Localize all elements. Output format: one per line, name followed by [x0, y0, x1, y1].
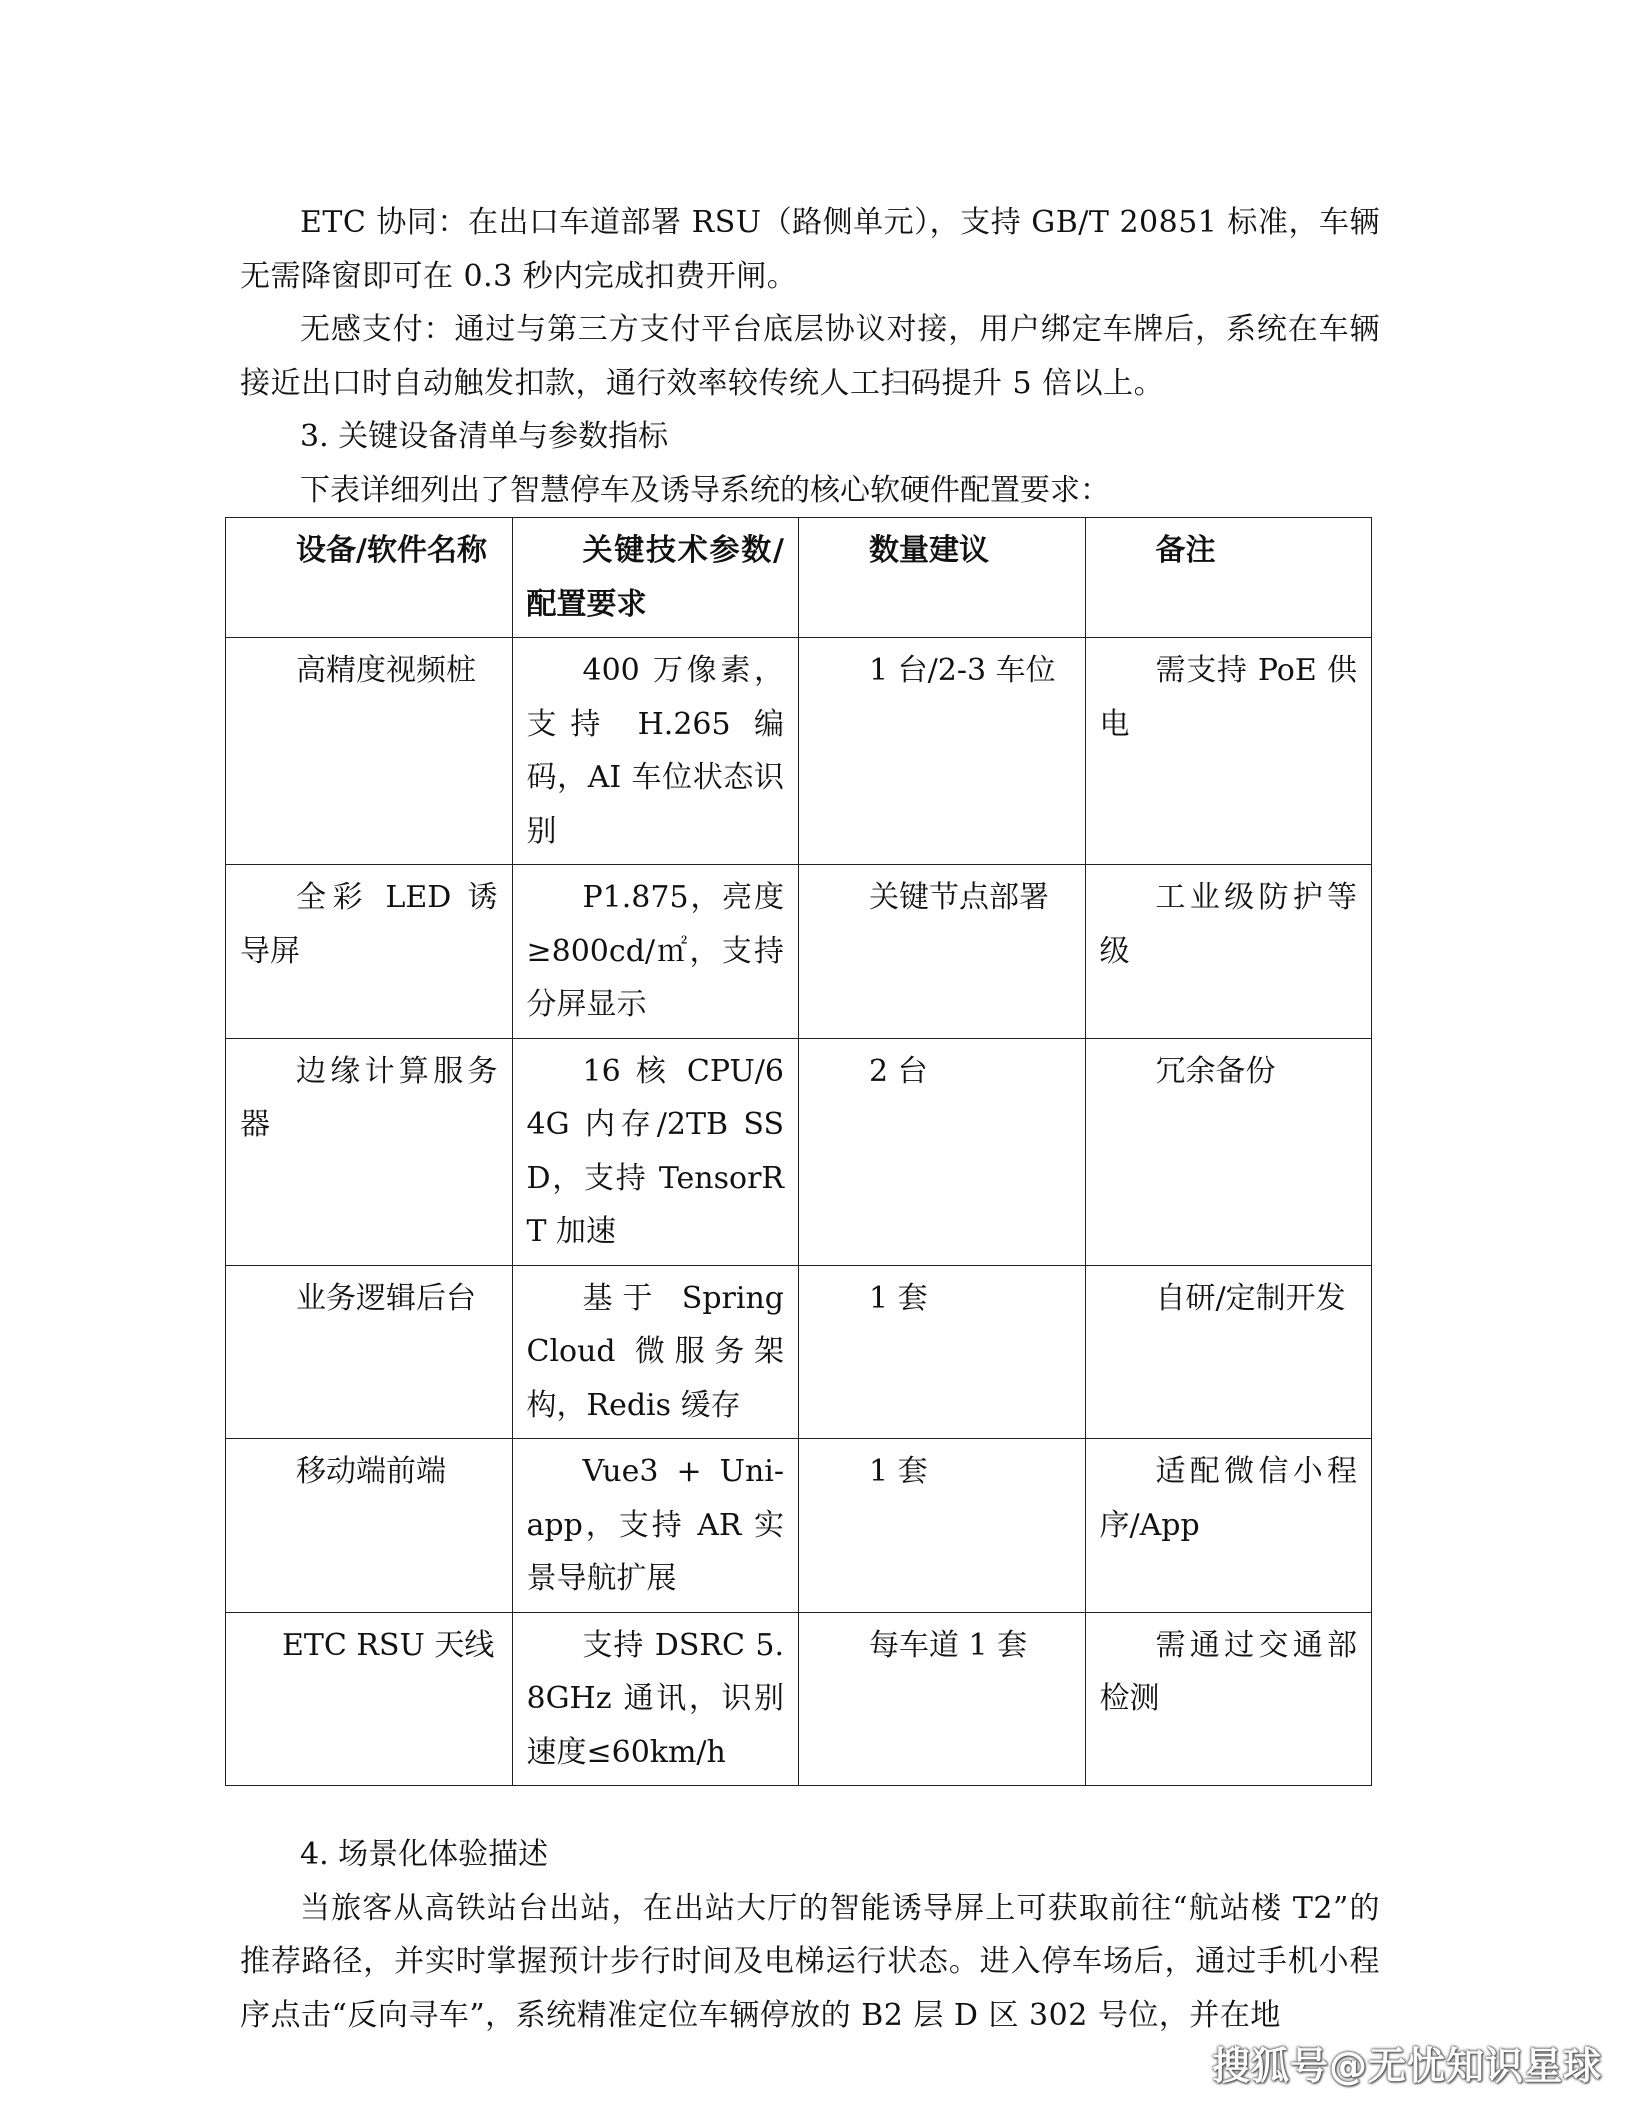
- cell-note: 需通过交通部检测: [1085, 1612, 1372, 1786]
- table-row: [226, 1612, 1372, 1786]
- cell-name: 全彩 LED 诱导屏: [226, 865, 513, 1039]
- table-row: [226, 1038, 1372, 1265]
- table-row: [226, 1265, 1372, 1439]
- cell-qty: 每车道 1 套: [799, 1612, 1086, 1786]
- cell-params: 400 万像素，支持 H.265 编码，AI 车位状态识别: [512, 638, 799, 865]
- table-row: [226, 865, 1372, 1039]
- cell-params: 支持 DSRC 5.8GHz 通讯，识别速度≤60km/h: [512, 1612, 799, 1786]
- cell-name: 业务逻辑后台: [226, 1265, 513, 1439]
- section-3-intro: 下表详细列出了智慧停车及诱导系统的核心软硬件配置要求：: [300, 472, 1110, 508]
- header-qty: 数量建议: [799, 518, 1086, 638]
- cell-qty: 1 套: [799, 1265, 1086, 1439]
- cell-name: ETC RSU 天线: [226, 1612, 513, 1786]
- cell-note: 冗余备份: [1085, 1038, 1372, 1265]
- cell-name: 高精度视频桩: [226, 638, 513, 865]
- spacer: [240, 1786, 1380, 1828]
- table-row: [226, 1439, 1372, 1613]
- paragraph-etc: ETC 协同：在出口车道部署 RSU（路侧单元），支持 GB/T 20851 标准，车辆无需降窗即可在 0.3 秒内完成扣费开闸。: [240, 205, 1380, 294]
- cell-params: Vue3 + Uni-app，支持 AR 实景导航扩展: [512, 1439, 799, 1613]
- table-row: [226, 638, 1372, 865]
- document-page: [240, 196, 1380, 2042]
- cell-params: P1.875，亮度≥800cd/㎡，支持分屏显示: [512, 865, 799, 1039]
- cell-name: 边缘计算服务器: [226, 1038, 513, 1265]
- table-header-row: [226, 518, 1372, 638]
- section-4-heading: 4. 场景化体验描述: [300, 1837, 549, 1872]
- cell-qty: 1 套: [799, 1439, 1086, 1613]
- cell-qty: 1 台/2-3 车位: [799, 638, 1086, 865]
- cell-note: 工业级防护等级: [1085, 865, 1372, 1039]
- paragraph-contactless-payment: 无感支付：通过与第三方支付平台底层协议对接，用户绑定车牌后，系统在车辆接近出口时自动触发扣款，通行效率较传统人工扫码提升 5 倍以上。: [240, 312, 1380, 401]
- cell-note: 自研/定制开发: [1085, 1265, 1372, 1439]
- cell-params: 基于 Spring Cloud 微服务架构，Redis 缓存: [512, 1265, 799, 1439]
- cell-qty: 2 台: [799, 1038, 1086, 1265]
- cell-note: 需支持 PoE 供电: [1085, 638, 1372, 865]
- section-4-body: 当旅客从高铁站台出站，在出站大厅的智能诱导屏上可获取前往“航站楼 T2”的推荐路径，并实时掌握预计步行时间及电梯运行状态。进入停车场后，通过手机小程序点击“反向寻车”，系统精准定位车辆停放的 B2 层 D 区 302 号位，并在地: [240, 1890, 1380, 2033]
- section-3-heading: 3. 关键设备清单与参数指标: [300, 419, 669, 454]
- cell-name: 移动端前端: [226, 1439, 513, 1613]
- header-params: 关键技术参数/配置要求: [512, 518, 799, 638]
- header-name: 设备/软件名称: [226, 518, 513, 638]
- cell-qty: 关键节点部署: [799, 865, 1086, 1039]
- cell-note: 适配微信小程序/App: [1085, 1439, 1372, 1613]
- equipment-table: [225, 517, 1372, 1786]
- header-note: 备注: [1085, 518, 1372, 638]
- cell-params: 16 核 CPU/64G 内存/2TB SSD，支持 TensorRT 加速: [512, 1038, 799, 1265]
- sohu-watermark: 搜狐号@无忧知识星球: [1211, 2044, 1602, 2088]
